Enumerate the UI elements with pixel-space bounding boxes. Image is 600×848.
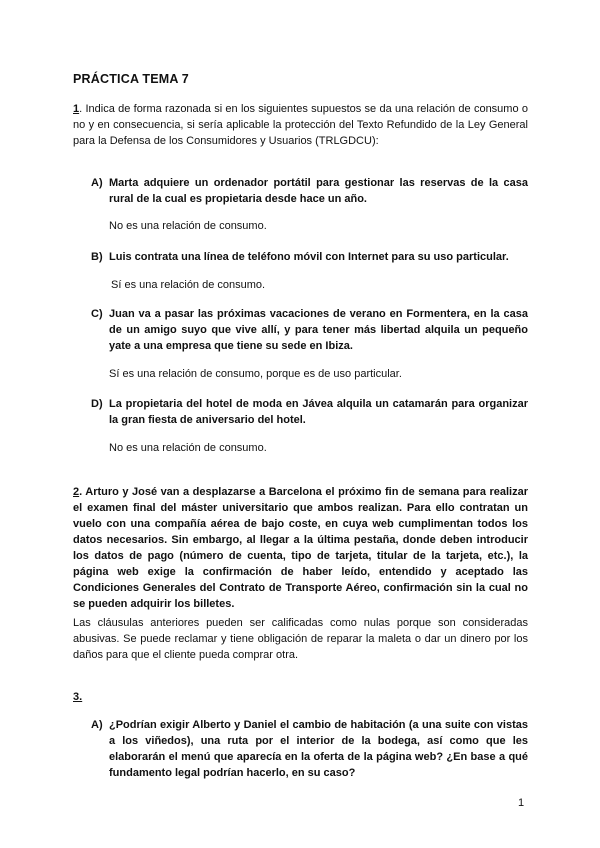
question-3-item-a bbox=[91, 717, 528, 781]
question-1-answer-c: Sí es una relación de consumo, porque es de uso particular. bbox=[109, 368, 402, 380]
item-text: La propietaria del hotel de moda en Jávea alquila un catamarán para organizar la gran fiesta de aniversario del hotel. bbox=[109, 398, 528, 426]
question-2-number: 2 bbox=[73, 486, 80, 498]
question-3-number: 3. bbox=[73, 691, 83, 703]
question-1-item-b bbox=[91, 249, 528, 265]
question-1-statement bbox=[73, 101, 528, 149]
question-2-statement bbox=[73, 484, 528, 612]
item-text: Luis contrata una línea de teléfono móvil con Internet para su uso particular. bbox=[109, 251, 509, 263]
item-label: D) bbox=[91, 398, 103, 410]
page-title: PRÁCTICA TEMA 7 bbox=[73, 72, 189, 86]
question-1-text: . Indica de forma razonada si en los siguientes supuestos se da una relación de consumo o no y en consecuencia, si sería aplicable la protección del Texto Refundido de la Ley General para la Defensa de los Consumidores y Usuarios (TRLGDCU): bbox=[73, 103, 528, 147]
question-1-item-c bbox=[91, 306, 528, 354]
question-1-item-d bbox=[91, 396, 528, 428]
item-label: A) bbox=[91, 177, 103, 189]
item-label: C) bbox=[91, 308, 103, 320]
page-number: 1 bbox=[518, 797, 525, 809]
question-2-answer: Las cláusulas anteriores pueden ser calificadas como nulas porque son consideradas abusivas. Se puede reclamar y tiene obligación de reparar la maleta o dar un dinero por los daños para que el cliente pueda comprar otra. bbox=[73, 617, 528, 661]
item-label: A) bbox=[91, 719, 103, 731]
item-text: Marta adquiere un ordenador portátil para gestionar las reservas de la casa rural de la cual es propietaria desde hace un año. bbox=[109, 177, 528, 205]
question-1-answer-d: No es una relación de consumo. bbox=[109, 442, 267, 454]
question-1-answer-b: Sí es una relación de consumo. bbox=[111, 279, 266, 291]
item-text: Juan va a pasar las próximas vacaciones de verano en Formentera, en la casa de un amigo suyo que vive allí, y para tener más libertad alquila un pequeño yate a una empresa que tiene su sede en Ibiza. bbox=[109, 308, 528, 352]
question-1-item-a bbox=[91, 175, 528, 207]
question-1-answer-a: No es una relación de consumo. bbox=[109, 220, 267, 232]
item-text: ¿Podrían exigir Alberto y Daniel el cambio de habitación (a una suite con vistas a los viñedos), una ruta por el interior de la bodega, así como que les elaborarán el menú que aparecía en la oferta de la página web? ¿En base a qué fundamento legal podrían hacerlo, en su caso? bbox=[109, 719, 528, 779]
question-1-number: 1 bbox=[73, 103, 80, 115]
item-label: B) bbox=[91, 251, 103, 263]
question-2-text: . Arturo y José van a desplazarse a Barcelona el próximo fin de semana para realizar el examen final del máster universitario que ambos realizan. Para ello contratan un vuelo con una compañía aérea de bajo coste, en cuya web cumplimentan todos los datos necesarios. Sin embargo, al llegar a la última pestaña, donde deben introducir los datos de pago (número de cuenta, tipo de tarjeta, titular de la tarjeta, etc.), la página web exige la confirmación de haber leído, entendido y aceptado las Condiciones Generales del Contrato de Transporte Aéreo, confirmación sin la cual no se pueden adquirir los billetes. bbox=[73, 486, 528, 610]
question-3-heading bbox=[73, 689, 528, 705]
